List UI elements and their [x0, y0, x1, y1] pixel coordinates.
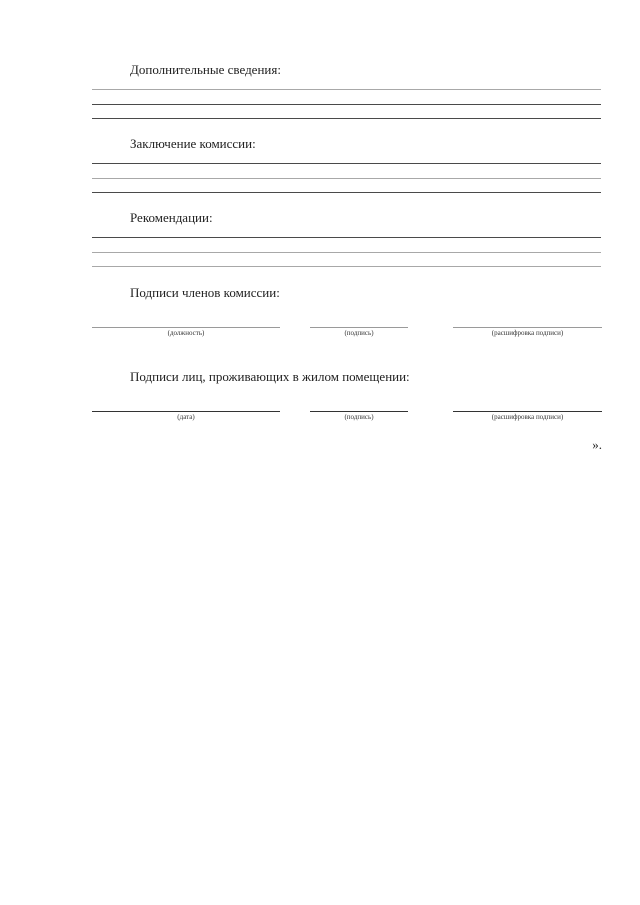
closing-quote-mark: ». — [592, 437, 602, 452]
commission-signature-line[interactable] — [310, 327, 408, 328]
commission-position-caption: (должность) — [167, 329, 205, 337]
recommendations-line-2[interactable] — [92, 252, 601, 253]
commission-signatures-heading: Подписи членов комиссии: — [130, 285, 280, 300]
resident-date-line[interactable] — [92, 411, 280, 412]
resident-signatures-heading: Подписи лиц, проживающих в жилом помещении: — [130, 369, 410, 384]
recommendations-heading: Рекомендации: — [130, 210, 213, 225]
resident-date-caption: (дата) — [177, 413, 195, 421]
commission-name-line[interactable] — [453, 327, 602, 328]
commission-conclusion-line-1[interactable] — [92, 163, 601, 164]
commission-conclusion-heading: Заключение комиссии: — [130, 136, 256, 151]
additional-info-line-2[interactable] — [92, 104, 601, 105]
resident-name-caption: (расшифровка подписи) — [491, 413, 564, 421]
commission-conclusion-line-2[interactable] — [92, 178, 601, 179]
additional-info-heading: Дополнительные сведения: — [130, 62, 281, 77]
commission-signature-caption: (подпись) — [344, 329, 374, 337]
resident-signature-line[interactable] — [310, 411, 408, 412]
commission-name-caption: (расшифровка подписи) — [491, 329, 564, 337]
additional-info-line-3[interactable] — [92, 118, 601, 119]
commission-position-line[interactable] — [92, 327, 280, 328]
commission-conclusion-line-3[interactable] — [92, 192, 601, 193]
resident-name-line[interactable] — [453, 411, 602, 412]
resident-signature-caption: (подпись) — [344, 413, 374, 421]
recommendations-line-3[interactable] — [92, 266, 601, 267]
additional-info-line-1[interactable] — [92, 89, 601, 90]
recommendations-line-1[interactable] — [92, 237, 601, 238]
